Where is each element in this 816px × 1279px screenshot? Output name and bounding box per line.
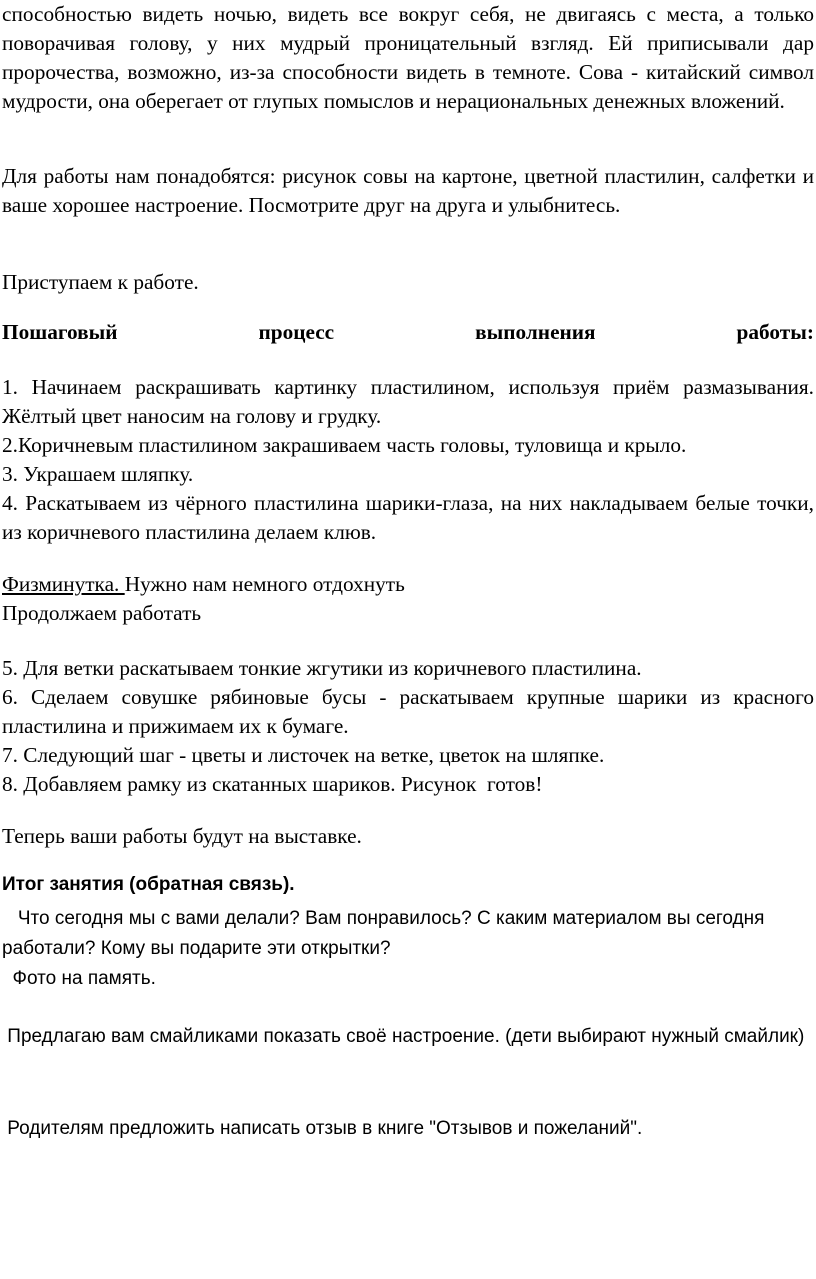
step-4: 4. Раскатываем из чёрного пластилина шарики-глаза, на них накладываем белые точки, из коричневого пластилина делаем клюв. [2,491,814,544]
step-6: 6. Сделаем совушке рябиновые бусы - раскатываем крупные шарики из красного пластилина и прижимаем их к бумаге. [2,685,814,738]
steps-list-b [2,654,814,799]
fizminutka-text: Нужно нам немного отдохнуть [124,572,405,596]
intro-paragraph-3: Приступаем к работе. [2,270,199,294]
steps-heading-word-2: процесс [258,320,335,344]
step-7: 7. Следующий шаг - цветы и листочек на ветке, цветок на шляпке. [2,743,605,767]
continue-working: Продолжаем работать [2,601,202,625]
steps-heading-word-1: Пошаговый [2,320,118,344]
fizminutka-label: Физминутка. [2,572,125,596]
step-5: 5. Для ветки раскатываем тонкие жгутики из коричневого пластилина. [2,656,642,680]
steps-list-a [2,373,814,547]
step-8: 8. Добавляем рамку из скатанных шариков. Рисунок готов! [2,772,543,796]
steps-heading-word-3: выполнения [475,320,596,344]
fizminutka-section [2,570,814,628]
fizminutka-line [2,570,814,599]
steps-heading-word-4: работы: [736,320,814,344]
intro-paragraph-2: Для работы нам понадобятся: рисунок совы на картоне, цветной пластилин, салфетки и ваше хорошее настроение. Посмотрите друг на друга и улыбнитесь. [2,164,814,217]
summary-parents: Родителям предложить написать отзыв в книге "Отзывов и пожеланий". [2,1118,643,1139]
summary-questions: Что сегодня мы с вами делали? Вам понравилось? С каким материалом вы сегодня работали? Кому вы подарите эти открытки? [2,908,770,959]
step-1: 1. Начинаем раскрашивать картинку пластилином, используя приём размазывания. Жёлтый цвет наносим на голову и грудку. [2,375,814,428]
intro-paragraph-1: способностью видеть ночью, видеть все вокруг себя, не двигаясь с места, а только поворачивая голову, у них мудрый проницательный взгляд. Ей приписывали дар пророчества, возможно, из-за способности видеть в темноте. Сова - китайский символ мудрости, она оберегает от глупых помыслов и нерациональных денежных вложений. [2,2,814,113]
summary-smiles: Предлагаю вам смайликами показать своё настроение. (дети выбирают нужный смайлик) [2,1026,805,1047]
summary-photo: Фото на память. [2,968,156,989]
step-2: 2.Коричневым пластилином закрашиваем часть головы, туловища и крыло. [2,433,687,457]
summary-title: Итог занятия (обратная связь). [2,874,295,895]
exhibition-text: Теперь ваши работы будут на выставке. [2,824,362,848]
step-3: 3. Украшаем шляпку. [2,462,194,486]
steps-heading [2,318,814,347]
